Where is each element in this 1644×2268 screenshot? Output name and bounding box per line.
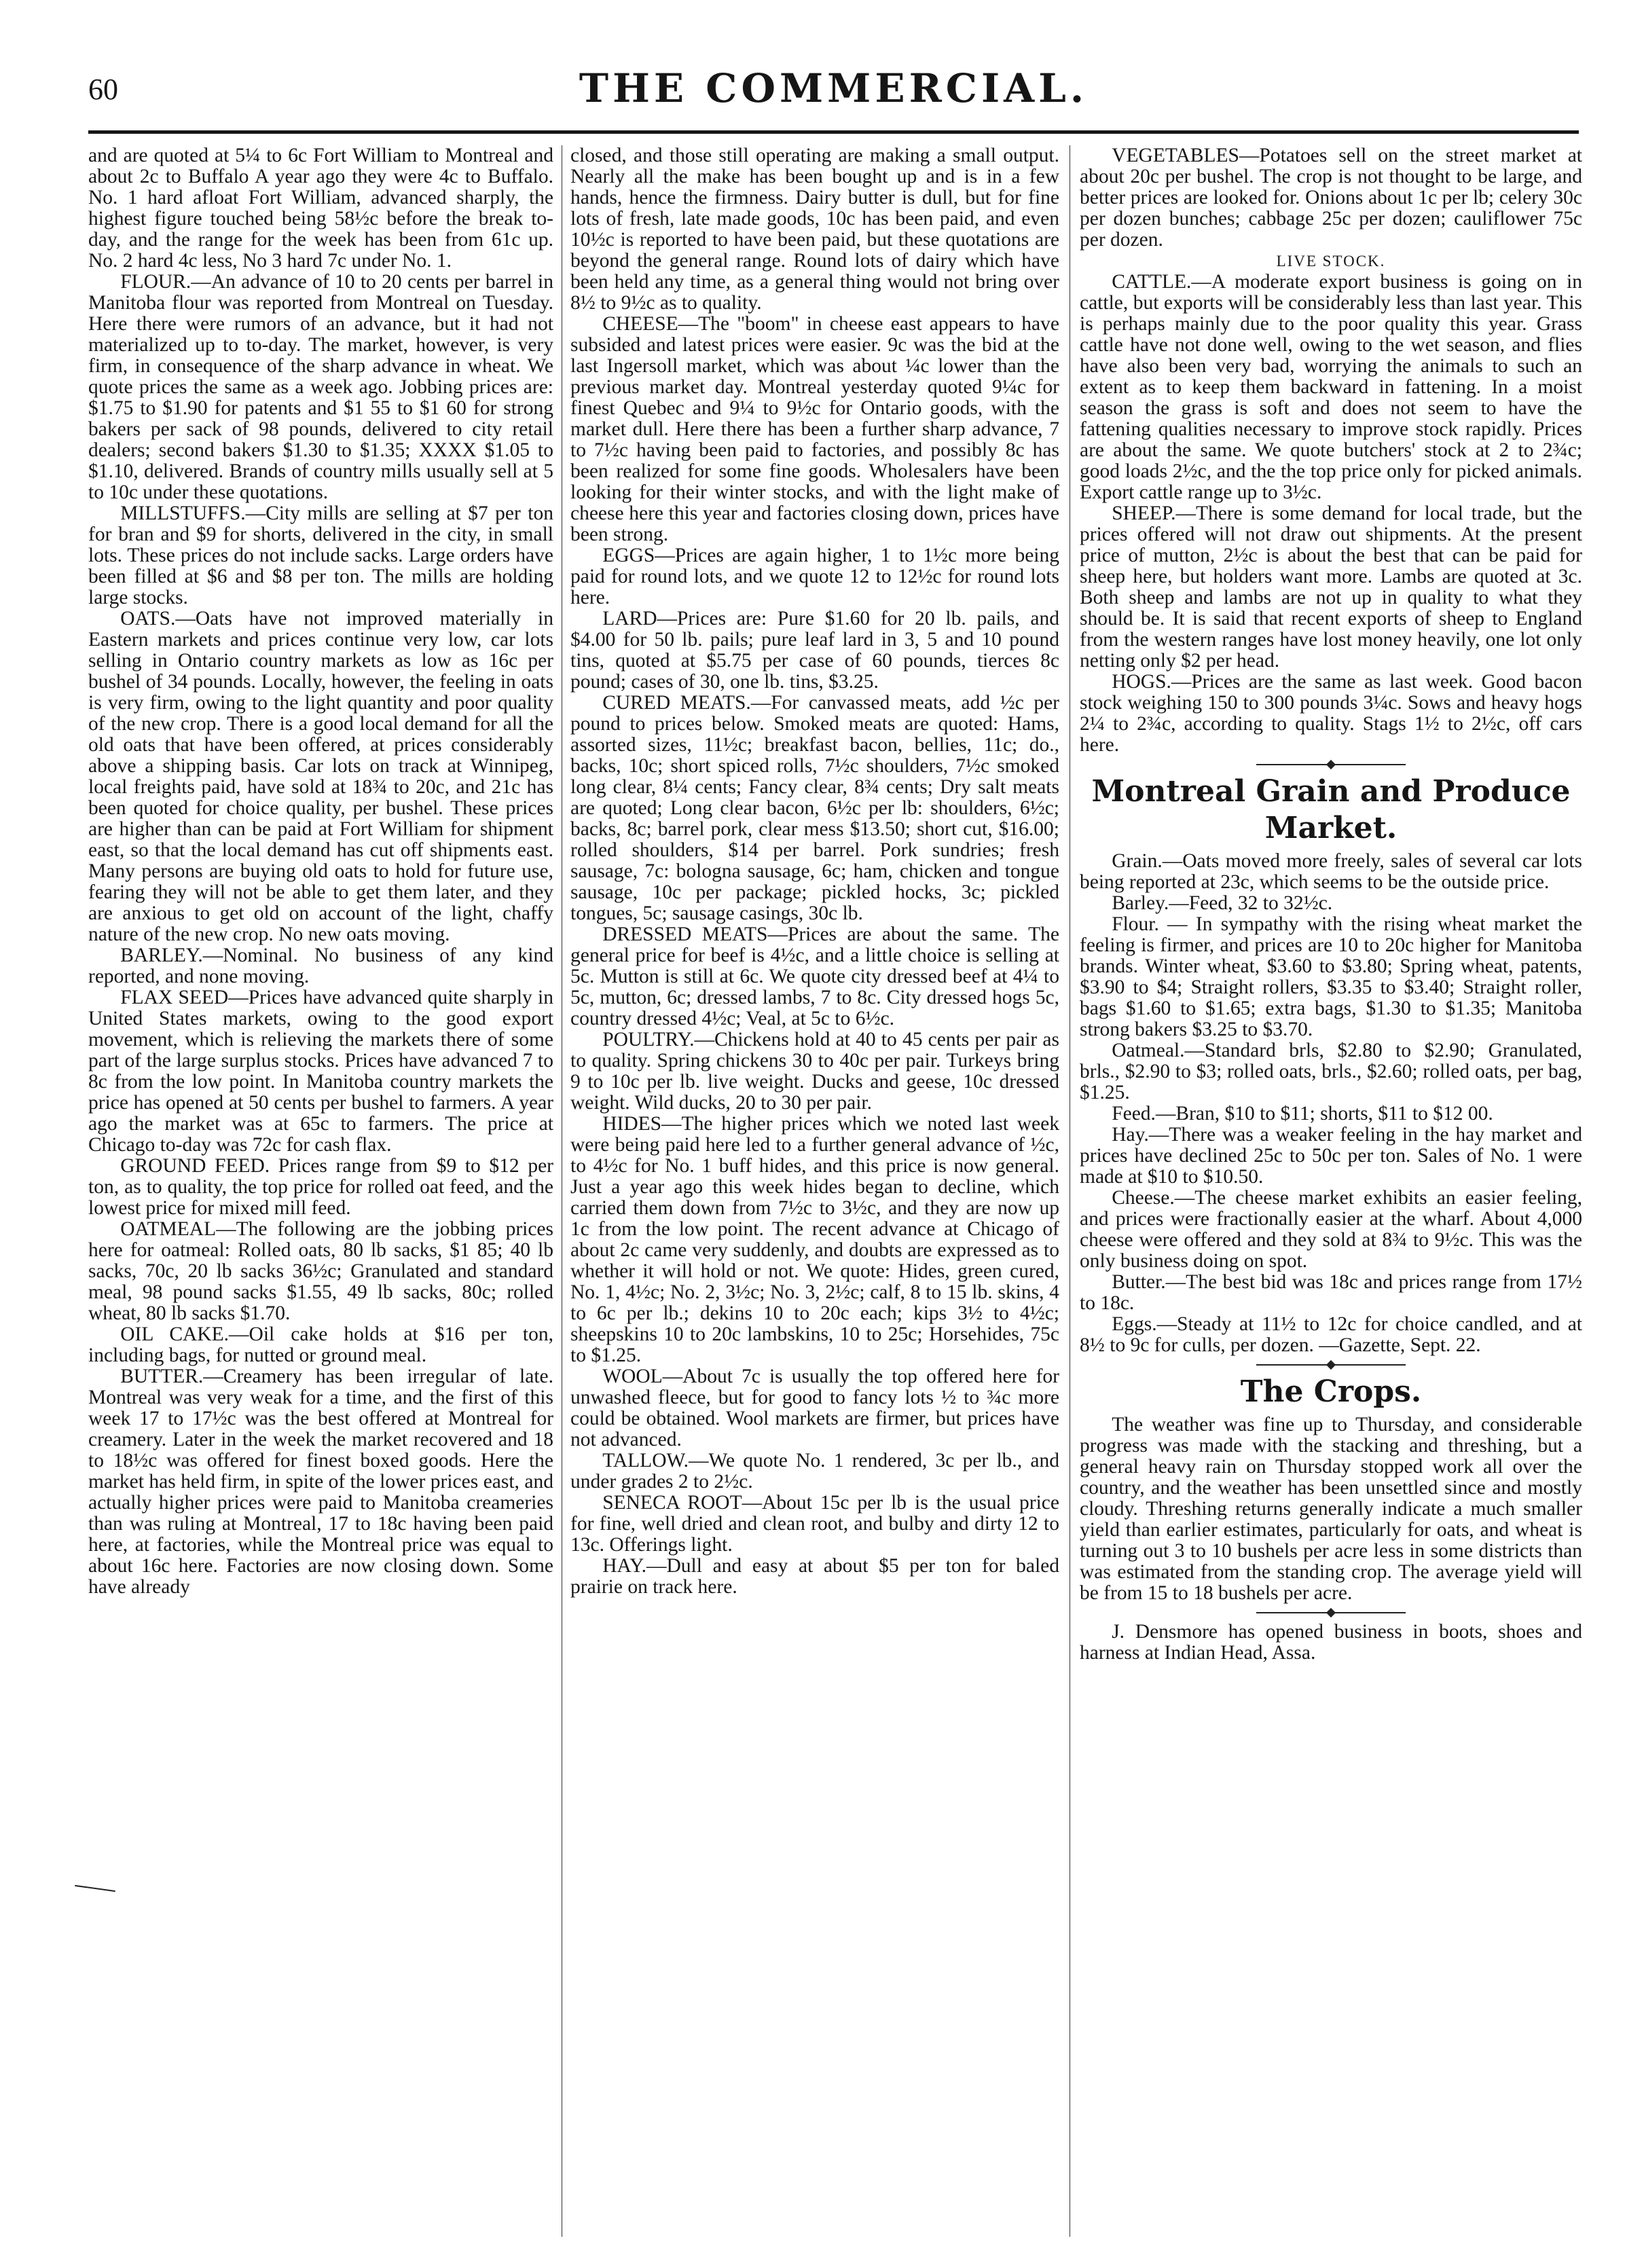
paragraph-montreal-grain: Grain.—Oats moved more freely, sales of several car lots being reported at 23c, which seems to be the outside price. — [1080, 850, 1582, 893]
column-1 — [88, 145, 553, 2244]
paragraph-crops: The weather was fine up to Thursday, and considerable progress was made with the stacking and threshing, but a general heavy rain on Thursday stopped work all over the country, and the weather has been unsettled since and mostly cloudy. Threshing returns generally indicate a much smaller yield than earlier estimates, particularly for oats, and wheat is turning out 3 to 10 bushels per acre less in some districts than was estimated from the standing crop. The average yield will be from 15 to 18 bushels per acre. — [1080, 1414, 1582, 1604]
paragraph-barley: BARLEY.—Nominal. No business of any kind reported, and none moving. — [88, 945, 553, 987]
paragraph-montreal-cheese: Cheese.—The cheese market exhibits an easier feeling, and prices were fractionally easier at the wharf. About 4,000 cheese were offered and they sold at 8¾ to 9½c. This was the only business doing on spot. — [1080, 1187, 1582, 1272]
paragraph-wheat-continued: and are quoted at 5¼ to 6c Fort William to Montreal and about 2c to Buffalo A year ago they were 4c to Buffalo. No. 1 hard afloat Fort William, advanced sharply, the highest figure touched being 58½c before the break to-day, and the range for the week has been from 61c up. No. 2 hard 4c less, No 3 hard 7c under No. 1. — [88, 145, 553, 272]
paragraph-millstuffs: MILLSTUFFS.—City mills are selling at $7 per ton for bran and $9 for shorts, delivered in the city, in small lots. These prices do not include sacks. Large orders have been filled at $6 and $8 per ton. The mills are holding large stocks. — [88, 502, 553, 608]
column-3 — [1080, 145, 1582, 2244]
masthead — [88, 65, 1579, 133]
paragraph-montreal-hay: Hay.—There was a weaker feeling in the hay market and prices have declined 25c to 50c per ton. Sales of No. 1 were made at $10 to $10.50. — [1080, 1124, 1582, 1188]
paragraph-butter: BUTTER.—Creamery has been irregular of late. Montreal was very weak for a time, and the first of this week 17 to 17½c was the best offered at Montreal for creamery. Later in the week the market recovered and 18 to 18½c was offered for finest boxed goods. Here the market has held firm, in spite of the lower prices east, and actually higher prices were paid to Manitoba creameries than was ruling at Montreal, 17 to 18c having been paid here, at factories, while the Montreal price was equal to about 16c here. Factories are now closing down. Some have already — [88, 1366, 553, 1598]
column-2 — [570, 145, 1059, 2244]
paragraph-flour: FLOUR.—An advance of 10 to 20 cents per barrel in Manitoba flour was reported from Montreal on Tuesday. Here there were rumors of an advance, but it had not materialized up to to-day. The market, however, is very firm, in consequence of the sharp advance in wheat. We quote prices the same as a week ago. Jobbing prices are: $1.75 to $1.90 for patents and $1 55 to $1 60 for strong bakers per sack of 98 pounds, delivered to city retail dealers; second bakers $1.30 to $1.35; XXXX $1.05 to $1.10, delivered. Brands of country mills usually sell at 5 to 10c under these quotations. — [88, 271, 553, 503]
paragraph-eggs: EGGS—Prices are again higher, 1 to 1½c more being paid for round lots, and we quote 12 to 12½c for round lots here. — [570, 545, 1059, 608]
paragraph-ground-feed: GROUND FEED. Prices range from $9 to $12 per ton, as to quality, the top price for rolled oat feed, and the lowest price for mixed mill feed. — [88, 1155, 553, 1219]
header-rule — [88, 130, 1579, 134]
paragraph-lard: LARD—Prices are: Pure $1.60 for 20 lb. pails, and $4.00 for 50 lb. pails; pure leaf lard in 3, 5 and 10 pound tins, quoted at $5.75 per case of 60 pounds, tierces 8c pound; cases of 30, one lb. tins, $3.25. — [570, 608, 1059, 693]
paragraph-oatmeal: OATMEAL—The following are the jobbing prices here for oatmeal: Rolled oats, 80 lb sacks, $1 85; 40 lb sacks, 70c, 20 lb sacks 36½c; Granulated and standard meal, 98 pound sacks $1.55, 49 lb sacks, 80c; rolled wheat, 80 lb sacks $1.70. — [88, 1218, 553, 1324]
paragraph-cheese: CHEESE—The "boom" in cheese east appears to have subsided and latest prices were easier. 9c was the bid at the last Ingersoll market, which was about ¼c lower than the previous market day. Montreal yesterday quoted 9¼c for finest Quebec and 9¼ to 9½c for Ontario goods, with the market dull. Here there has been a further sharp advance, 7 to 7½c having been paid to factories, and possibly 8c has been realized for some fine goods. Wholesalers have been looking for their winter stocks, and with the light make of cheese here this year and factories closing down, prices have been strong. — [570, 313, 1059, 545]
paragraph-hay: HAY.—Dull and easy at about $5 per ton for baled prairie on track here. — [570, 1555, 1059, 1598]
paragraph-sheep: SHEEP.—There is some demand for local trade, but the prices offered will not draw out shipments. At the present price of mutton, 2½c is about the best that can be paid for sheep here, but holders want more. Lambs are quoted at 3c. Both sheep and lambs are not up in quality to what they should be. It is said that recent exports of sheep to England from the western ranges have lost money heavily, one lot only netting only $2 per head. — [1080, 502, 1582, 672]
paragraph-seneca-root: SENECA ROOT—About 15c per lb is the usual price for fine, well dried and clean root, and bulby and dirty 12 to 13c. Offerings light. — [570, 1492, 1059, 1556]
section-divider — [1256, 764, 1406, 765]
section-divider — [1256, 1364, 1406, 1366]
paragraph-cattle: CATTLE.—A moderate export business is going on in cattle, but exports will be considerably less than last year. This is perhaps mainly due to the poor quality this year. Grass cattle have not done well, owing to the wet season, and flies have also been very bad, worrying the animals to such an extent as to keep them backward in fattening. In a moist season the grass is soft and does not seem to have the fattening qualities necessary to improve stock rapidly. Prices are about the same. We quote butchers' stock at 2 to 2¾c; good loads 2½c, and the the top price only for picked animals. Export cattle range up to 3½c. — [1080, 271, 1582, 503]
paragraph-montreal-flour: Flour. — In sympathy with the rising wheat market the feeling is firmer, and prices are 10 to 20c higher for Manitoba brands. Winter wheat, $3.60 to $3.80; Spring wheat, patents, $3.90 to $4; Straight rollers, $3.35 to $3.40; Straight roller, bags $1.60 to $1.65; extra bags, $1.30 to $1.35; Manitoba strong bakers $3.25 to $3.70. — [1080, 913, 1582, 1040]
paragraph-vegetables: VEGETABLES—Potatoes sell on the street market at about 20c per bushel. The crop is not thought to be large, and better prices are looked for. Onions about 1c per lb; celery 30c per dozen bunches; cabbage 25c per dozen; cauliflower 75c per dozen. — [1080, 145, 1582, 251]
paragraph-montreal-barley: Barley.—Feed, 32 to 32½c. — [1112, 892, 1333, 914]
paragraph-butter-continued: closed, and those still operating are making a small output. Nearly all the make has been bought up and is in a few hands, hence the firmness. Dairy butter is dull, but for fine lots of fresh, late made goods, 10c has been paid, and even 10½c is reported to have been paid, but these quotations are beyond the general range. Round lots of dairy which have been held any time, as a general thing would not bring over 8½ to 9½c as to quality. — [570, 145, 1059, 314]
paragraph-montreal-butter: Butter.—The best bid was 18c and prices range from 17½ to 18c. — [1080, 1271, 1582, 1314]
paragraph-dressed-meats: DRESSED MEATS—Prices are about the same. The general price for beef is 4½c, and a little choice is selling at 5c. Mutton is still at 6c. We quote city dressed beef at 4¼ to 5c, mutton, 6c; dressed lambs, 7 to 8c. City dressed hogs 5c, country dressed 4½c; Veal, at 5c to 6½c. — [570, 923, 1059, 1029]
heading-montreal-market: Montreal Grain and Produce Market. — [1091, 774, 1571, 845]
paragraph-wool: WOOL—About 7c is usually the top offered here for unwashed fleece, but for good to fancy lots ½ to ¾c more could be obtained. Wool markets are firmer, but prices have not advanced. — [570, 1366, 1059, 1450]
paragraph-oats: OATS.—Oats have not improved materially in Eastern markets and prices continue very low, car lots selling in Ontario country markets as low as 16c per bushel of 34 pounds. Locally, however, the feeling in oats is very firm, owing to the light quantity and poor quality of the new crop. There is a good local demand for all the old oats that have been offered, at prices considerably above a shipping basis. Car lots on track at Winnipeg, local freights paid, have sold at 18¾ to 20c, and 21c has been quoted for choice quality, per bushel. These prices are higher than can be paid at Fort William for shipment east, so that the local demand has cut off shipments east. Many persons are buying old oats to hold for future use, fearing they will not be able to get them later, and they are anxious to get old on account of the light, chaffy nature of the new crop. No new oats moving. — [88, 608, 553, 945]
paragraph-oil-cake: OIL CAKE.—Oil cake holds at $16 per ton, including bags, for nutted or ground meal. — [88, 1323, 553, 1366]
section-divider — [1256, 1612, 1406, 1613]
paragraph-hides: HIDES—The higher prices which we noted last week were being paid here led to a further general advance of ½c, to 4½c for No. 1 buff hides, and this price is now general. Just a year ago this week hides began to decline, which carried them down from 7½c to 3½c, and they are now up 1c from the low point. The recent advance at Chicago of about 2c came very suddenly, and doubts are expressed as to whether it will hold or not. We quote: Hides, green cured, No. 1, 4½c; No. 2, 3½c; No. 3, 2½c; calf, 8 to 15 lb. skins, 4 to 6c per lb.; dekins 10 to 20c each; kips 3½ to 4½c; sheepskins 10 to 20c lambskins, 10 to 25c; Horsehides, 75c to $1.25. — [570, 1113, 1059, 1366]
subheading-live-stock: LIVE STOCK. — [1276, 253, 1386, 270]
paragraph-cured-meats: CURED MEATS.—For canvassed meats, add ½c per pound to prices below. Smoked meats are quoted: Hams, assorted sizes, 11½c; breakfast bacon, bellies, 11c; do., backs, 10c; short spiced rolls, 7½c shoulders, 7½c smoked long clear, 8¼ cents; Fancy clear, 8¾ cents; Dry salt meats are quoted; Long clear bacon, 6½c per lb: shoulders, 6½c; backs, 8c; barrel pork, clear mess $13.50; short cut, $16.00; rolled shoulders, $14 per barrel. Pork sundries; fresh sausage, 7c: bologna sausage, 6c; ham, chicken and tongue sausage, 10c per package; pickled hocks, 3c; pickled tongues, 5c; sausage casings, 30c lb. — [570, 692, 1059, 924]
paragraph-montreal-oatmeal: Oatmeal.—Standard brls, $2.80 to $2.90; Granulated, brls., $2.90 to $3; rolled oats, brls., $2.60; rolled oats, per bag, $1.25. — [1080, 1040, 1582, 1103]
paragraph-montreal-feed: Feed.—Bran, $10 to $11; shorts, $11 to $12 00. — [1112, 1103, 1493, 1124]
heading-the-crops: The Crops. — [1240, 1374, 1422, 1409]
paragraph-news-item: J. Densmore has opened business in boots, shoes and harness at Indian Head, Assa. — [1080, 1621, 1582, 1664]
paragraph-poultry: POULTRY.—Chickens hold at 40 to 45 cents per pair as to quality. Spring chickens 30 to 40c per pair. Turkeys bring 9 to 10c per lb. live weight. Ducks and geese, 10c dressed weight. Wild ducks, 20 to 30 per pair. — [570, 1029, 1059, 1114]
paragraph-hogs: HOGS.—Prices are the same as last week. Good bacon stock weighing 150 to 300 pounds 3¼c. Sows and heavy hogs 2¼ to 2¾c, according to quality. Stags 1½ to 2½c, off cars here. — [1080, 671, 1582, 756]
paragraph-tallow: TALLOW.—We quote No. 1 rendered, 3c per lb., and under grades 2 to 2½c. — [570, 1450, 1059, 1493]
paragraph-flax-seed: FLAX SEED—Prices have advanced quite sharply in United States markets, owing to the good export movement, which is relieving the markets there of some part of the large surplus stocks. Prices have advanced 7 to 8c from the low point. In Manitoba country markets the price has opened at 50 cents per bushel to farmers. A year ago the market was at 65c to farmers. The price at Chicago to-day was 72c for cash flax. — [88, 987, 553, 1156]
newspaper-title: THE COMMERCIAL. — [579, 65, 1089, 111]
page-number: 60 — [88, 73, 118, 106]
paragraph-montreal-eggs: Eggs.—Steady at 11½ to 12c for choice candled, and at 8½ to 9c for culls, per dozen. —Gazette, Sept. 22. — [1080, 1313, 1582, 1356]
